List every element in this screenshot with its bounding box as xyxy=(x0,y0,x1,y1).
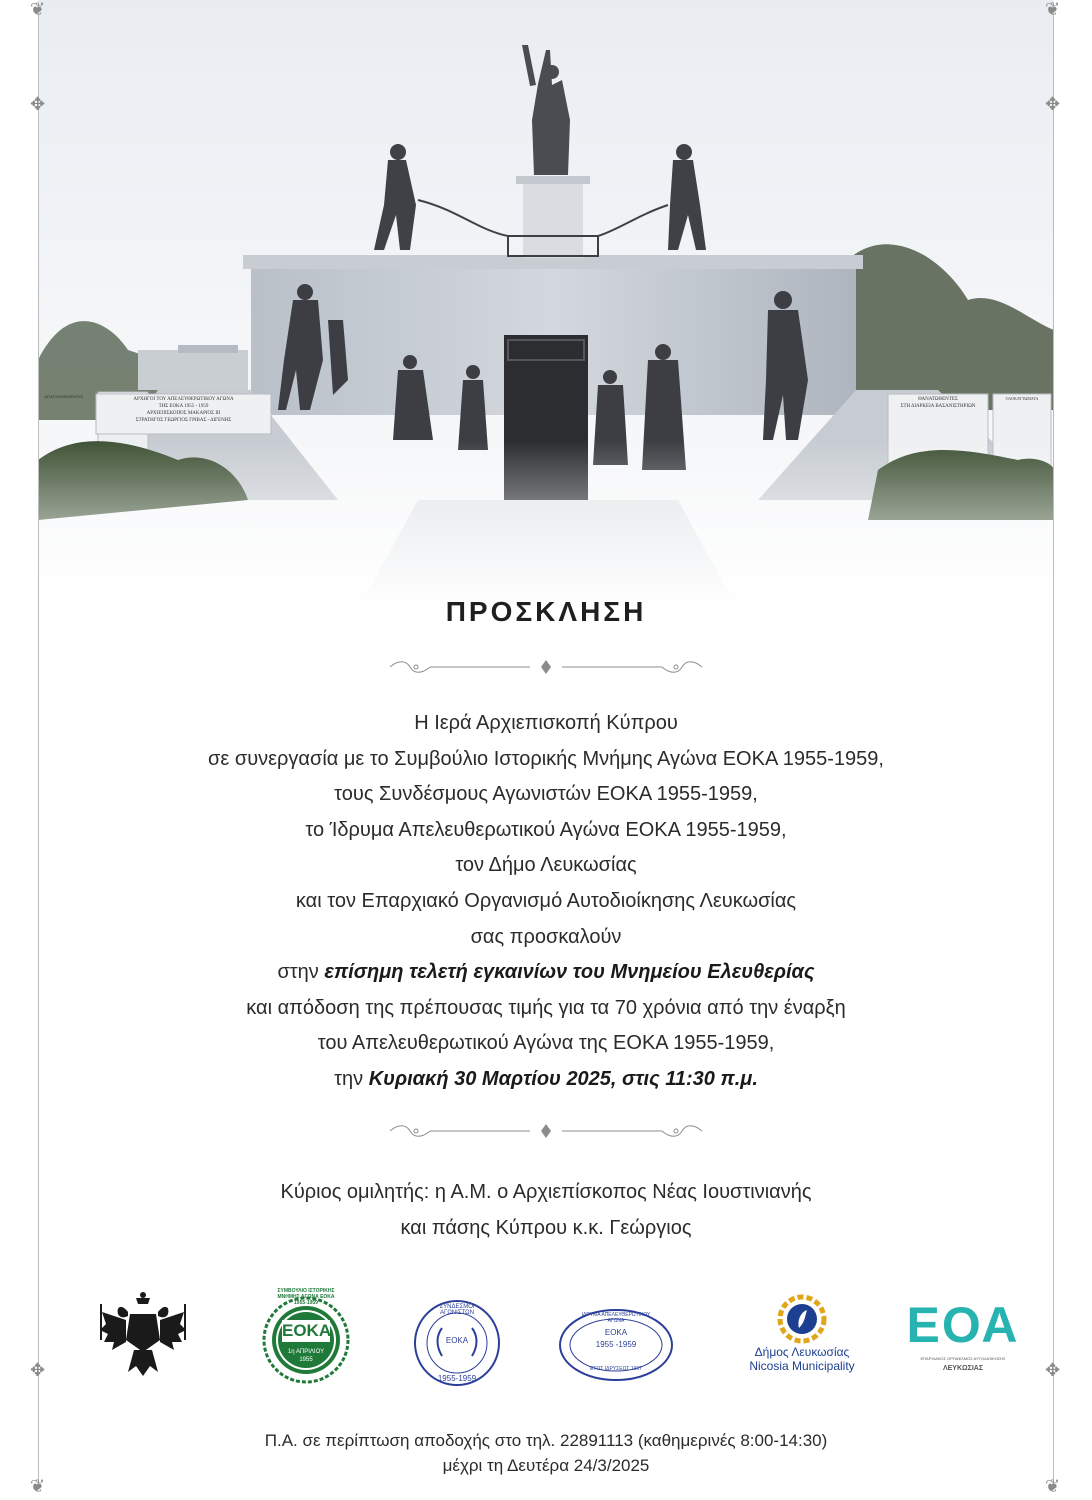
corner-ornament-bottom-left: ❦ xyxy=(30,1476,46,1497)
body-line-6: και τον Επαρχιακό Οργανισμό Αυτοδιοίκησης Λευκωσίας xyxy=(295,889,797,912)
fighters-years: 1955-1959 xyxy=(437,1374,477,1383)
body-line-2: σε συνεργασία με το Συμβούλιο Ιστορικής Μνήμης Αγώνα ΕΟΚΑ 1955-1959, xyxy=(208,747,884,770)
eoa-letters: ΕΟΑ xyxy=(906,1297,1020,1353)
plaque-left-line4: ΣΤΡΑΤΗΓΟΣ ΓΕΩΡΓΙΟΣ ΓΡΙΒΑΣ - ΔΙΓΕΝΗΣ xyxy=(135,418,232,423)
nicosia-emblem-icon xyxy=(777,1294,827,1344)
speaker-section xyxy=(60,1174,1032,1246)
plaque-right-outer: ΟΛΟΚΑΥΤΩΜΑΤΑ xyxy=(1005,396,1039,401)
nicosia-name-english: Nicosia Municipality xyxy=(749,1359,855,1373)
plaque-left-line1: ΑΡΧΗΓΟΙ ΤΟΥ ΑΠΕΛΕΥΘΕΡΩΤΙΚΟΥ ΑΓΩΝΑ xyxy=(133,397,234,402)
corner-ornament-mid-left: ✥ xyxy=(30,94,46,115)
body-line-3: τους Συνδέσμους Αγωνιστών ΕΟΚΑ 1955-1959, xyxy=(334,783,758,806)
eoka-council-arc-text: ΣΥΜΒΟΥΛΙΟ ΙΣΤΟΡΙΚΗΣ ΜΝΗΜΗΣ ΑΓΩΝΑ ΕΟΚΑ 1955-1959 xyxy=(277,1288,335,1306)
fighters-name: ΕΟΚΑ xyxy=(445,1336,469,1345)
body-line-1: Η Ιερά Αρχιεπισκοπή Κύπρου xyxy=(414,712,678,734)
body-line-11 xyxy=(60,1062,1032,1098)
ceremony-name: επίσημη τελετή εγκαινίων του Μνημείου Ελευθερίας xyxy=(324,961,815,984)
plaque-left-outer: ΑΠΑΓΧΟΝΙΣΘΕΝΤΕΣ xyxy=(44,394,84,399)
eoka-council-name: ΕΟΚΑ xyxy=(282,1321,332,1340)
organizer-logos xyxy=(80,1290,1040,1390)
fighters-arc-text: ΣΥΝΔΕΣΜΟΙ ΑΓΩΝΙΣΤΩΝ xyxy=(439,1304,475,1316)
body-line-5: τον Δήμο Λευκωσίας xyxy=(455,854,637,877)
invitation-body xyxy=(60,706,1032,1098)
rsvp-line-2: μέχρι τη Δευτέρα 24/3/2025 xyxy=(442,1456,650,1475)
event-datetime: Κυριακή 30 Μαρτίου 2025, στις 11:30 π.μ. xyxy=(368,1067,758,1090)
corner-ornament-top-left: ❦ xyxy=(30,0,46,20)
eoa-subtitle: ΕΠΑΡΧΙΑΚΟΣ ΟΡΓΑΝΙΣΜΟΣ ΑΥΤΟΔΙΟΙΚΗΣΗΣ xyxy=(920,1356,1006,1361)
eoka-council-date-2: 1955 xyxy=(299,1357,313,1363)
eoka-council-logo xyxy=(258,1290,354,1386)
foundation-arc-text: ΙΔΡΥΜΑ ΑΠΕΛΕΥΘΕΡΩΤΙΚΟΥ ΑΓΩΝΑ xyxy=(581,1312,651,1324)
body-line-4: το Ίδρυμα Απελευθερωτικού Αγώνα ΕΟΚΑ 1955-1959, xyxy=(305,818,787,841)
foundation-years: 1955 -1959 xyxy=(595,1340,637,1349)
speaker-line-2: και πάσης Κύπρου κ.κ. Γεώργιος xyxy=(400,1217,692,1239)
body-line-8-prefix: στην xyxy=(277,961,325,984)
foundation-bottom-text: ΕΤΟΣ ΙΔΡΥΣΕΩΣ 1997 xyxy=(590,1366,642,1372)
plaque-right-line1: ΘΑΝΑΤΩΘΕΝΤΕΣ xyxy=(918,397,958,402)
body-line-7: σας προσκαλούν xyxy=(470,925,622,948)
plaque-left-line3: ΑΡΧΙΕΠΙΣΚΟΠΟΣ ΜΑΚΑΡΙΟΣ ΙΙΙ xyxy=(146,411,221,416)
rsvp-footer xyxy=(0,1428,1092,1478)
body-line-8 xyxy=(60,955,1032,991)
body-line-9: και απόδοση της πρέπουσας τιμής για τα 70 χρόνια από την έναρξη xyxy=(246,996,846,1019)
nicosia-name-greek: Δήμος Λευκωσίας xyxy=(754,1345,850,1359)
ornamental-divider-bottom xyxy=(390,1124,702,1138)
ornamental-divider-top xyxy=(390,660,702,674)
eoa-logo xyxy=(888,1298,1038,1378)
corner-ornament-lower-left: ✥ xyxy=(30,1360,46,1381)
liberation-foundation-logo xyxy=(558,1308,674,1382)
eoa-city: ΛΕΥΚΩΣΙΑΣ xyxy=(942,1365,984,1372)
plaque-right-line2: ΣΤΗ ΔΙΑΡΚΕΙΑ ΒΑΣΑΝΙΣΤΗΡΙΩΝ xyxy=(900,404,976,409)
corner-ornament-lower-right: ✥ xyxy=(1045,1360,1061,1381)
eoka-council-date-1: 1η ΑΠΡΙΛΙΟΥ xyxy=(287,1349,325,1355)
speaker-line-1: Κύριος ομιλητής: η Α.Μ. ο Αρχιεπίσκοπος Νέας Ιουστινιανής xyxy=(280,1181,812,1203)
rsvp-line-1: Π.Α. σε περίπτωση αποδοχής στο τηλ. 22891113 (καθημερινές 8:00-14:30) xyxy=(264,1431,828,1450)
double-headed-eagle-icon xyxy=(98,1290,188,1380)
body-line-10: του Απελευθερωτικού Αγώνα της ΕΟΚΑ 1955-1959, xyxy=(317,1032,775,1055)
corner-ornament-top-right: ❦ xyxy=(1045,0,1061,20)
body-line-11-prefix: την xyxy=(334,1067,369,1090)
corner-ornament-mid-right: ✥ xyxy=(1045,94,1061,115)
fighters-associations-logo xyxy=(412,1298,502,1388)
archbishopric-logo xyxy=(98,1290,188,1385)
invitation-title: ΠΡΟΣΚΛΗΣΗ xyxy=(445,596,647,627)
plaque-left-line2: ΤΗΣ ΕΟΚΑ 1955 - 1959 xyxy=(158,404,209,409)
corner-ornament-bottom-right: ❦ xyxy=(1045,1476,1061,1497)
foundation-name: ΕΟΚΑ xyxy=(604,1328,628,1337)
eoka-council-date xyxy=(278,1348,334,1364)
nicosia-municipality-logo xyxy=(732,1294,872,1374)
